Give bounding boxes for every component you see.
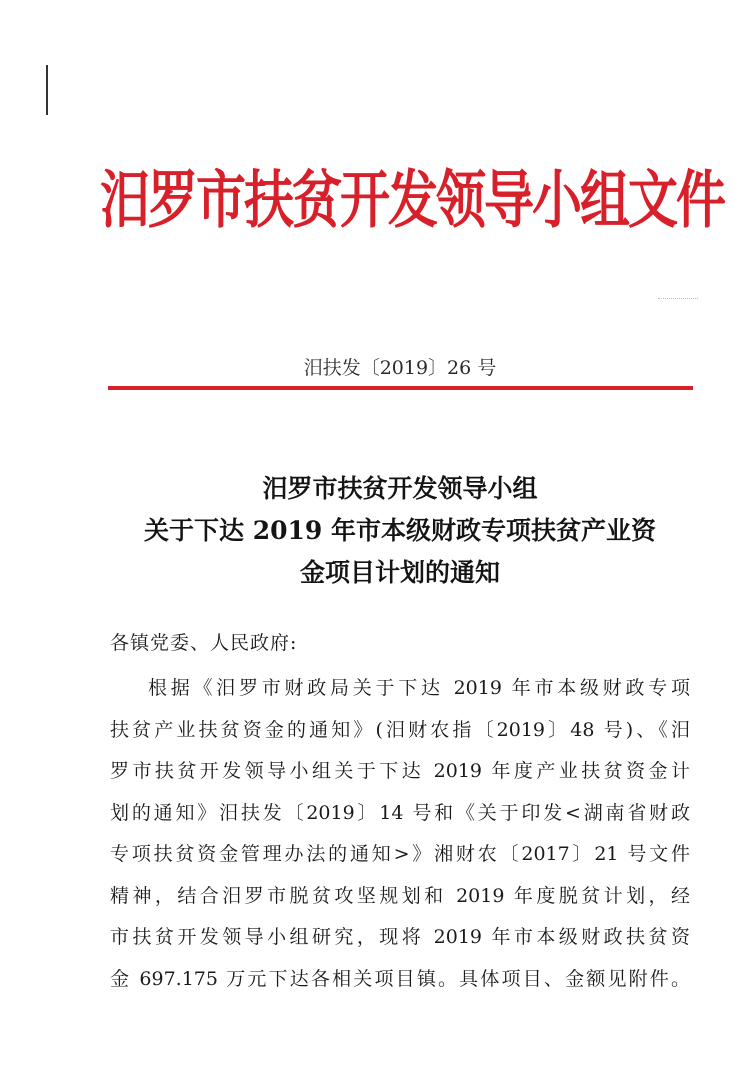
title-line-3: 金项目计划的通知: [299, 558, 500, 587]
red-divider-rule: [108, 386, 693, 390]
body-line: 金 697.175 万元下达各相关项目镇。具体项目、金额见附件。: [110, 967, 690, 990]
document-masthead: 汨罗市扶贫开发领导小组文件: [100, 162, 724, 237]
body-line: 市扶贫开发领导小组研究，现将 2019 年市本级财政扶贫资: [110, 926, 690, 948]
scan-speck: [658, 298, 698, 301]
document-number: 汨扶发〔2019〕26 号: [303, 357, 497, 379]
scan-edge-mark: [46, 65, 48, 115]
body-line: 专项扶贫资金管理办法的通知>》湘财农〔2017〕21 号文件: [110, 843, 690, 865]
body-line: 划的通知》汨扶发〔2019〕14 号和《关于印发<湖南省财政: [110, 801, 690, 824]
document-title: [100, 468, 700, 594]
body-paragraph: [110, 668, 690, 1000]
salutation: 各镇党委、人民政府:: [110, 632, 298, 654]
title-line-2: 关于下达 2019 年市本级财政专项扶贫产业资: [144, 516, 656, 545]
body-line: 扶贫产业扶贫资金的通知》(汨财农指〔2019〕48 号)、《汨: [110, 718, 690, 741]
body-line: 罗市扶贫开发领导小组关于下达 2019 年度产业扶贫资金计: [110, 760, 690, 782]
body-line: 根据《汨罗市财政局关于下达 2019 年市本级财政专项: [148, 677, 690, 699]
title-line-1: 汨罗市扶贫开发领导小组: [262, 474, 538, 503]
body-line: 精神，结合汨罗市脱贫攻坚规划和 2019 年度脱贫计划，经: [110, 884, 690, 907]
